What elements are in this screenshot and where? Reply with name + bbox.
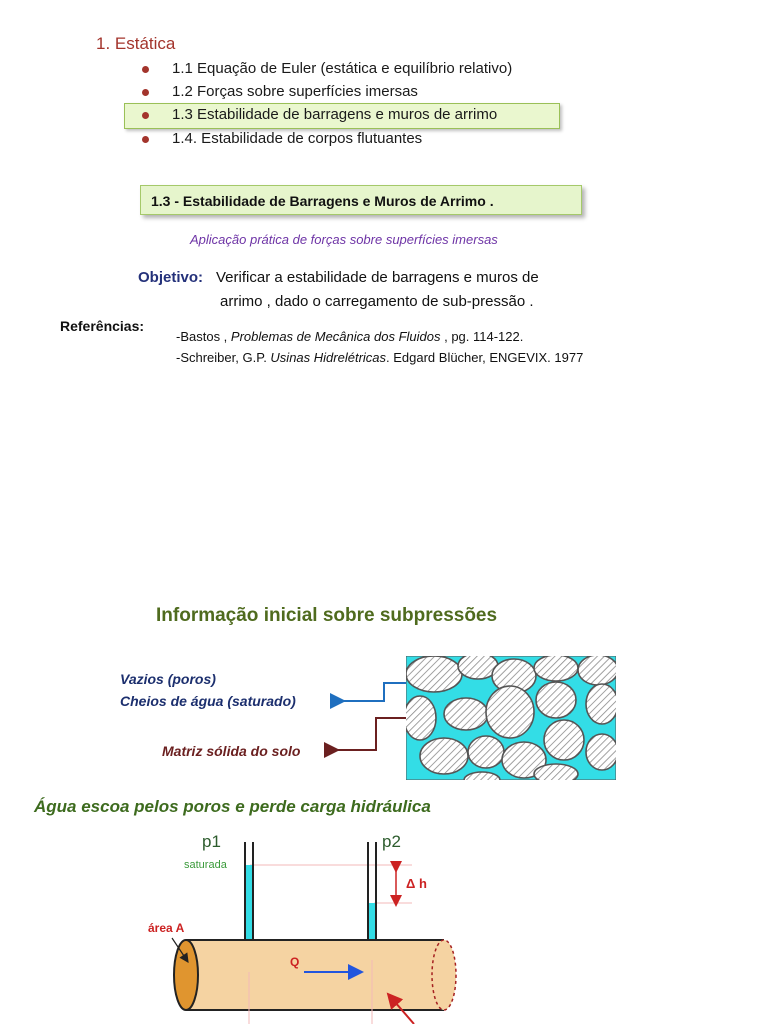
bullet-icon	[142, 89, 149, 96]
piezometer-diagram	[0, 820, 768, 1024]
p1-water-column	[246, 865, 252, 945]
delta-h-label: Δ h	[406, 876, 427, 891]
p2-label: p2	[382, 832, 401, 851]
matrix-leader-arrow	[338, 718, 412, 750]
bullet-icon	[142, 66, 149, 73]
reference-2	[176, 350, 583, 365]
objective-label: Objetivo:	[138, 269, 204, 286]
info-title: Informação inicial sobre subpressões	[156, 605, 498, 626]
reference-1-title: Problemas de Mecânica dos Fluidos	[230, 329, 441, 344]
pipe-body	[186, 940, 444, 1010]
voids-label: Vazios (poros)	[120, 671, 216, 687]
saturated-label: saturada	[184, 859, 227, 871]
topic-box: 1.3 - Estabilidade de Barragens e Muros de Arrimo .	[140, 185, 582, 215]
list-item-label: 1.4. Estabilidade de corpos flutuantes	[172, 130, 423, 147]
bullet-icon	[142, 112, 149, 119]
list-item-label: 1.2 Forças sobre superfícies imersas	[172, 83, 418, 100]
section-title: 1. Estática	[96, 34, 176, 53]
reference-1-prefix: -Bastos ,	[176, 329, 231, 344]
matrix-label: Matriz sólida do solo	[162, 743, 301, 759]
reference-2-prefix: -Schreiber, G.P.	[176, 350, 271, 365]
soil-leader-lines	[0, 640, 768, 780]
flow-label: Q	[290, 955, 300, 969]
saturated-label: Cheios de água (saturado)	[120, 693, 296, 709]
soil-sample-figure	[406, 656, 616, 780]
objective-text-line2: arrimo , dado o carregamento de sub-pressão .	[220, 293, 534, 310]
reference-2-suffix: . Edgard Blücher, ENGEVIX. 1977	[386, 350, 584, 365]
list-item-label: 1.1 Equação de Euler (estática e equilíbrio relativo)	[172, 60, 513, 77]
application-subtitle: Aplicação prática de forças sobre superfícies imersas	[190, 232, 498, 247]
list-item-label: 1.3 Estabilidade de barragens e muros de arrimo	[172, 106, 498, 123]
references-label: Referências:	[60, 318, 145, 334]
flow-title: Água escoa pelos poros e perde carga hidráulica	[34, 797, 431, 816]
p2-water-column	[369, 903, 375, 945]
objective-text-line1: Verificar a estabilidade de barragens e muros de	[216, 269, 539, 286]
p1-label: p1	[202, 832, 221, 851]
reference-1-suffix: , pg. 114-122.	[440, 329, 524, 344]
pipe-inlet-face	[174, 940, 198, 1010]
reference-2-title: Usinas Hidrelétricas	[270, 350, 387, 365]
reference-1	[176, 329, 523, 344]
pipe-outlet-section	[432, 940, 456, 1010]
area-label: área A	[148, 921, 185, 935]
bullet-icon	[142, 136, 149, 143]
